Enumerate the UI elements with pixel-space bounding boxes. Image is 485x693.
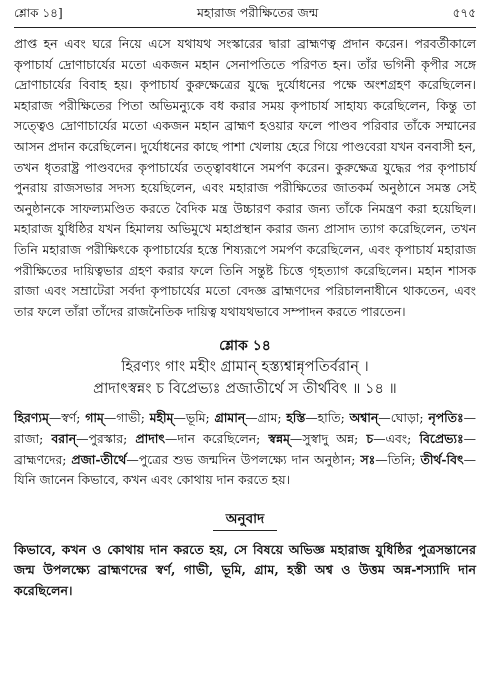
page-number: ৫৭৫ (452, 6, 476, 20)
synonym-word: বিপ্রেভ্যঃ (419, 430, 464, 446)
synonym-word: প্রজা-তীর্থে (71, 451, 127, 467)
verse-line-2: প্রাদাৎস্বন্নং চ বিপ্রেভ্যঃ প্রজাতীর্থে স তীর্থবিৎ ॥ ১৪ ॥ (93, 380, 397, 398)
synonym-meaning: ভূমি (185, 410, 206, 426)
purport-paragraph: প্রাপ্ত হন এবং ঘরে নিয়ে এসে যথাযথ সংস্কারের দ্বারা ব্রাহ্মণত্ব প্রদান করেন। পরবর্তীকালে কৃপাচার্য দ্রোণাচার্যের মতো একজন মহান সেনাপতিতে পরিণত হন। তাঁর ভগিনী কৃপীর সঙ্গে দ্রোণাচার্যের বিবাহ হয়। কৃপাচার্য কুরুক্ষেত্রের যুদ্ধে দুর্যোধনের পক্ষে অংশগ্রহণ করেছিলেন। মহারাজ পরীক্ষিতের পিতা অভিমন্যুকে বধ করার সময় কৃপাচার্য সাহায্য করেছিলেন, কিন্তু তা সত্ত্বেও দ্রোণাচার্যের মতো একজন মহান ব্রাহ্মণ হওয়ার ফলে পাণ্ডব পরিবার তাঁকে সম্মানের আসন প্রদান করেছিলেন। দুর্যোধনের কাছে পাশা খেলায় হেরে গিয়ে পাণ্ডবেরা যখন বনবাসী হন, তখন ধৃতরাষ্ট্র পাণ্ডবদের কৃপাচার্যের তত্ত্বাবধানে সমর্পণ করেন। কুরুক্ষেত্র যুদ্ধের পর কৃপাচার্য পুনরায় রাজসভার সদস্য হয়েছিলেন, এবং মহারাজ পরীক্ষিতের জাতকর্ম অনুষ্ঠানে সমস্ত সেই অনুষ্ঠানকে সাফল্যমণ্ডিত করতে বৈদিক মন্ত্র উচ্চারণ করার জন্য তাঁকে নিমন্ত্রণ করা হয়েছিল। মহারাজ যুধিষ্ঠির যখন হিমালয় অভিমুখে মহাপ্রস্থান করার জন্য প্রাসাদ ত্যাগ করেছিলেন, তখন তিনি মহারাজ পরীক্ষিৎকে কৃপাচার্যের হস্তে শিষ্যরূপে সমর্পণ করেছিলেন, এবং কৃপাচার্য মহারাজ পরীক্ষিতের দায়িত্বভার গ্রহণ করার ফলে তিনি সন্তুষ্ট চিত্তে গৃহত্যাগ করেছিলেন। মহান শাসক রাজা এবং সম্রাটেরা সর্বদা কৃপাচার্যের মতো বেদজ্ঞ ব্রাহ্মণদের পরিচালনাধীনে থাকতেন, এবং তার ফলে তাঁরা তাঁদের রাজনৈতিক দায়িত্ব যথাযথভাবে সম্পাদন করতে পারতেন। (14, 36, 476, 319)
translation-heading: অনুবাদ (225, 510, 265, 527)
synonym-meaning: দান করেছিলেন (177, 430, 257, 446)
synonym-word: মহীম্ (149, 410, 174, 426)
synonym-meaning: হাতি (317, 410, 341, 426)
synonym-word: বরান্ (51, 430, 77, 446)
synonym-word: তীর্থ-বিৎ (420, 451, 464, 467)
translation-text: কিভাবে, কখন ও কোথায় দান করতে হয়, সে বিষয়ে অভিজ্ঞ মহারাজ যুধিষ্ঠির পুত্রসন্তানের জন্ম উপলক্ষ্যে ব্রাহ্মণদের স্বর্ণ, গাভী, ভূমি, গ্রাম, হস্তী অশ্ব ও উত্তম অন্ন-শস্যাদি দান করেছিলেন। (14, 541, 476, 598)
synonym-meaning: সুস্বাদু অন্ন (302, 430, 355, 446)
synonym-word: গ্রামান্ (214, 410, 246, 426)
synonym-word: নৃপতিঃ (428, 410, 464, 426)
synonym-meaning: এবং (385, 430, 408, 446)
synonym-word: হিরণ্যম্ (14, 410, 49, 426)
page-header (14, 6, 476, 25)
synonym-meaning: গ্রাম (257, 410, 278, 426)
synonym-word: গাম্ (85, 410, 104, 426)
synonyms-block: হিরণ্যম্—স্বর্ণ; গাম্—গাভী; মহীম্—ভূমি; গ্রামান্—গ্রাম; হস্তি—হাতি; অশ্বান্—ঘোড়া; নৃপতিঃ—রাজা; বরান্—পুরস্কার; প্রাদাৎ—দান করেছিলেন; স্বন্নম্—সুস্বাদু অন্ন; চ—এবং; বিপ্রেভ্যঃ—ব্রাহ্মণদের; প্রজা-তীর্থে—পুত্রের শুভ জন্মদিন উপলক্ষ্যে দান অনুষ্ঠান; সঃ—তিনি; তীর্থ-বিৎ—যিনি জানেন কিভাবে, কখন এবং কোথায় দান করতে হয়। (14, 410, 476, 488)
synonym-meaning: স্বর্ণ (61, 410, 77, 426)
translation-heading-underline (213, 530, 277, 531)
synonym-meaning: ঘোড়া (390, 410, 420, 426)
verse-line-1: হিরণ্যং গাং মহীং গ্রামান্ হস্ত্যশ্বান্নৃপতির্বরান্ । (121, 358, 369, 376)
synonym-word: হস্তি (286, 410, 306, 426)
synonym-meaning: পুত্রের শুভ জন্মদিন উপলক্ষ্যে দান অনুষ্ঠান (138, 451, 352, 467)
synonym-word: সঃ (360, 451, 376, 467)
book-page (14, 6, 476, 601)
synonym-meaning: তিনি (387, 451, 412, 467)
synonym-word: চ (366, 430, 374, 446)
synonym-word: স্বন্নম্ (268, 430, 290, 446)
synonym-meaning: পুরস্কার (88, 430, 124, 446)
synonym-meaning: গাভী (116, 410, 141, 426)
synonym-word: অশ্বান্ (349, 410, 379, 426)
synonym-meaning: রাজা (14, 430, 40, 446)
synonym-meaning: যিনি জানেন কিভাবে, কখন এবং কোথায় দান করতে হয় (14, 472, 286, 488)
chapter-verse-ref: শ্লোক ১৪] (14, 6, 63, 20)
header-rule (14, 27, 476, 28)
verse-heading: শ্লোক ১৪ (219, 338, 271, 355)
synonym-word: প্রাদাৎ (135, 430, 165, 446)
page-title: মহারাজ পরীক্ষিতের জন্ম (196, 5, 319, 20)
synonym-meaning: ব্রাহ্মণদের (14, 451, 63, 467)
